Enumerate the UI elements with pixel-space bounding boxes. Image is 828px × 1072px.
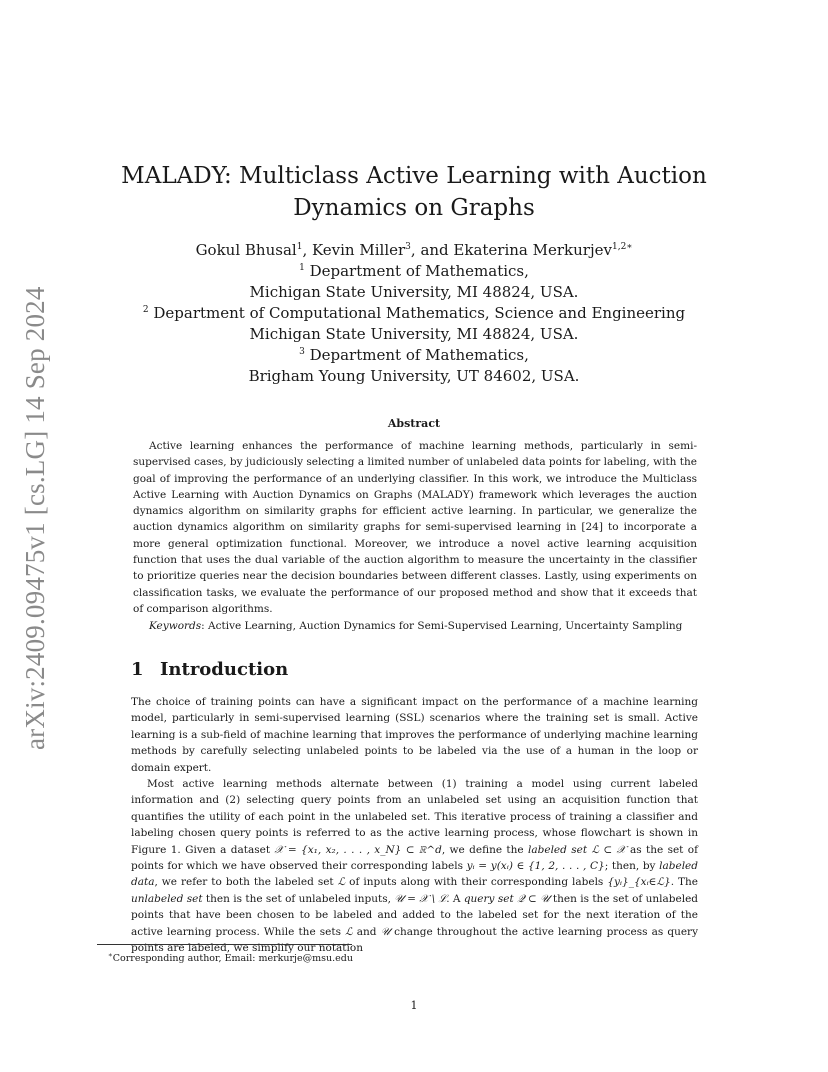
affiliation-marker: 3	[299, 347, 305, 357]
affiliation-line	[120, 366, 708, 387]
footnote-divider	[97, 944, 352, 945]
paper-title: MALADY: Multiclass Active Learning with Auction Dynamics on Graphs	[121, 163, 707, 222]
keywords-line	[149, 618, 709, 634]
author-list	[120, 240, 708, 261]
inline-math: ℒ	[337, 876, 346, 889]
section-heading	[131, 659, 288, 680]
text-run: then is the set of unlabeled points that have been chosen to be labeled and added to the labeled set for the next iteration of the active learning process. While the sets	[131, 892, 699, 938]
inline-math: 𝒰 = 𝒳 \ ℒ	[394, 892, 447, 905]
abstract-heading: Abstract	[387, 417, 441, 430]
inline-math: {yᵢ}_{xᵢ∈ℒ}	[607, 876, 671, 889]
affiliation-list	[120, 261, 708, 387]
author-name: Kevin Miller	[311, 241, 406, 259]
inline-math: ℒ ⊂ 𝒳	[591, 843, 626, 856]
inline-math: 𝒳 = {x₁, x₂, . . . , x_N} ⊂ ℝ^d	[274, 843, 442, 856]
italic-term: labeled set	[528, 843, 588, 856]
intro-paragraph-2	[131, 776, 698, 956]
section-title: Introduction	[160, 659, 289, 680]
affiliation-line	[120, 303, 708, 324]
text-run: ; then, by	[604, 860, 660, 873]
affiliation-text: Brigham Young University, UT 84602, USA.	[248, 367, 580, 385]
author-block	[120, 240, 708, 387]
text-run: and	[352, 925, 381, 938]
text-run: , we refer to both the labeled set	[154, 876, 338, 889]
affiliation-line	[120, 345, 708, 366]
author-name: Gokul Bhusal	[195, 241, 297, 259]
arxiv-identifier-stamp: arXiv:2409.09475v1 [cs.LG] 14 Sep 2024	[20, 286, 50, 750]
affiliation-text: Department of Mathematics,	[309, 262, 529, 280]
inline-math: 𝒬 ⊂ 𝒰	[517, 892, 550, 905]
text-run: . A	[446, 892, 464, 905]
italic-term: labeled data	[131, 860, 698, 889]
italic-term: query set	[463, 892, 514, 905]
author-affiliation-marker: 1,2∗	[611, 242, 633, 252]
italic-term: unlabeled set	[131, 892, 203, 905]
affiliation-text: Department of Mathematics,	[309, 346, 529, 364]
text-run: Most active learning methods alternate between (1) training a model using current labeled information and (2) selecting query points from an unlabeled set using an acquisition function that quantifies the utility of each point in the unlabeled set. This iterative process of training a classifier and labeling chosen query points is referred to as the active learning process, whose flowchart is shown in Figure 1. Given a dataset	[131, 778, 698, 856]
footnote	[108, 948, 353, 966]
affiliation-marker: 1	[299, 263, 305, 273]
text-run: then is the set of unlabeled inputs,	[202, 892, 395, 905]
text-run: of inputs along with their corresponding labels	[345, 876, 608, 889]
affiliation-marker: 2	[142, 305, 149, 315]
author-name: Ekaterina Merkurjev	[453, 241, 612, 259]
author-affiliation-marker: 1	[296, 242, 303, 252]
affiliation-text: Department of Computational Mathematics, Science and Engineering	[153, 304, 686, 322]
affiliation-line	[120, 261, 708, 282]
footnote-text: Corresponding author, Email: merkurje@msu.edu	[112, 953, 353, 964]
section-number: 1	[131, 659, 144, 680]
text-run: change throughout the active learning process as query points are labeled, we simplify our notation	[131, 925, 698, 955]
abstract-text: Active learning enhances the performance of machine learning methods, particularly in semi-supervised cases, by judiciously selecting a limited number of unlabeled data points for labeling, with the goal of improving the performance of an underlying classifier. In this work, we introduce the Multiclass Active Learning with Auction Dynamics on Graphs (MALADY) framework which leverages the auction dynamics algorithm on similarity graphs for efficient active learning. In particular, we generalize the auction dynamics algorithm on similarity graphs for semi-supervised learning in [24] to incorporate a more general optimization functional. Moreover, we introduce a novel active learning acquisition function that uses the dual variable of the auction algorithm to measure the uncertainty in the classifier to prioritize queries near the decision boundaries between different classes. Lastly, using experiments on classification tasks, we evaluate the performance of our proposed method and show that it exceeds that of comparison algorithms.	[133, 440, 697, 615]
inline-math: ℒ	[345, 925, 353, 938]
author-separator: , and	[410, 241, 454, 259]
affiliation-line	[120, 282, 708, 303]
author-affiliation-marker: 3	[405, 242, 411, 252]
keywords-text: : Active Learning, Auction Dynamics for Semi-Supervised Learning, Uncertainty Sampling	[201, 620, 683, 632]
keywords-label: Keywords	[149, 620, 202, 632]
intro-paragraph-1: The choice of training points can have a significant impact on the performance of a machine learning model, particularly in semi-supervised learning (SSL) scenarios where the training set is small. Active learning is a sub-field of machine learning that improves the performance of underlying machine learning methods by carefully selecting unlabeled points to be labeled via the use of a human in the loop or domain expert.	[131, 696, 698, 774]
author-separator: ,	[302, 241, 312, 259]
inline-math: yᵢ = y(xᵢ) ∈ {1, 2, . . . , C}	[466, 860, 605, 873]
text-run: , we define the	[441, 843, 529, 856]
footnote-marker: ∗	[108, 951, 113, 959]
inline-math: 𝒰	[380, 925, 391, 938]
affiliation-text: Michigan State University, MI 48824, USA.	[249, 325, 579, 343]
affiliation-text: Michigan State University, MI 48824, USA.	[249, 283, 579, 301]
text-run: as the set of points for which we have observed their corresponding labels	[131, 843, 698, 873]
text-run: . The	[670, 876, 699, 889]
affiliation-line	[120, 324, 708, 345]
page-number: 1	[410, 999, 418, 1012]
